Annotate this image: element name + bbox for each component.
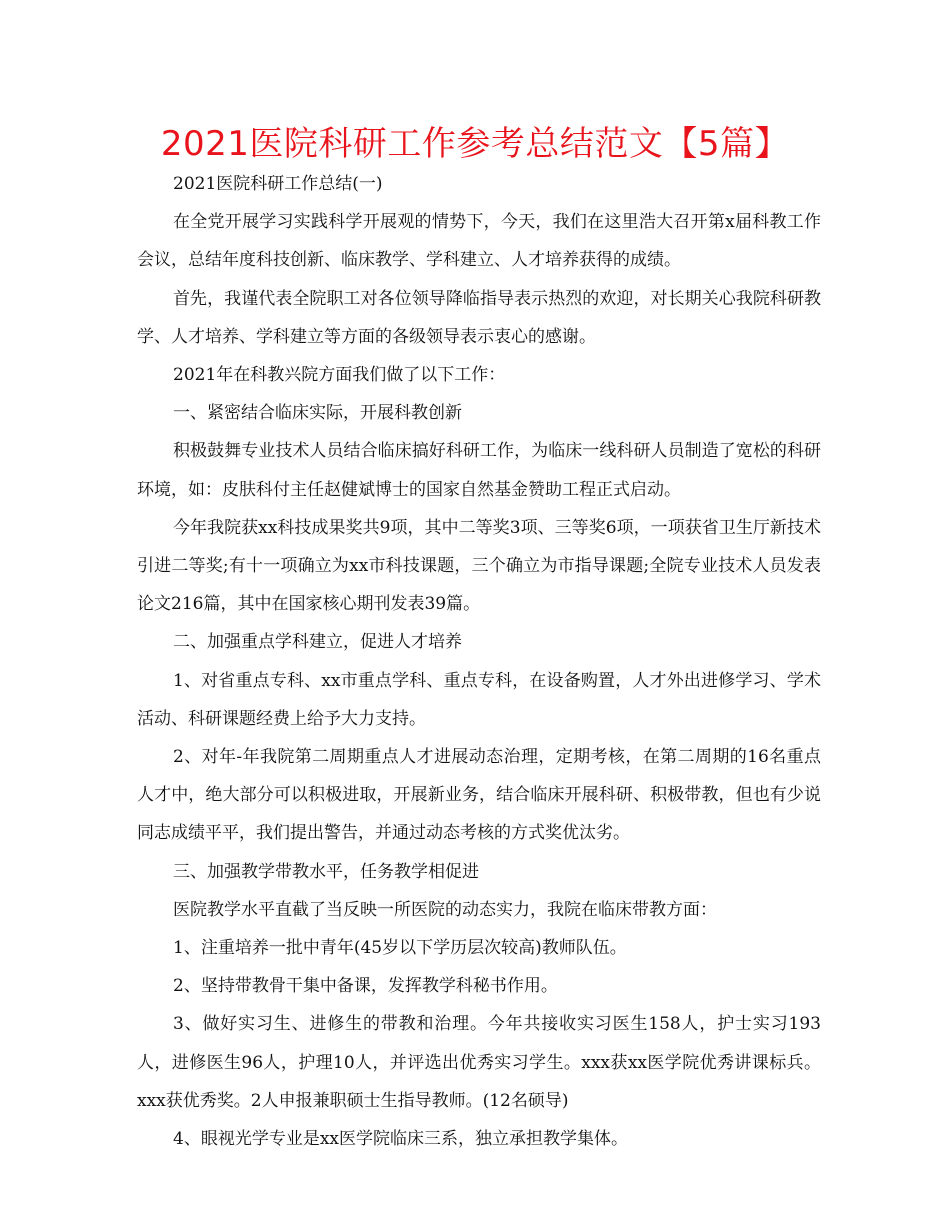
paragraph: 1、注重培养一批中青年(45岁以下学历层次较高)教师队伍。 (173, 938, 627, 959)
paragraph: 医院教学水平直截了当反映一所医院的动态实力，我院在临床带教方面： (173, 899, 717, 920)
paragraph: 2、坚持带教骨干集中备课，发挥教学科秘书作用。 (173, 976, 558, 997)
paragraph: 3、做好实习生、进修生的带教和治理。今年共接收实习医生158人，护士实习193人，进修医生96人，护理10人，并评选出优秀实习学生。xxx获xx医学院优秀讲课标兵。xxx获优秀奖。2人申报兼职硕士生指导教师。(12名硕导) (137, 1014, 821, 1111)
paragraph: 4、眼视光学专业是xx医学院临床三系，独立承担教学集体。 (173, 1129, 628, 1150)
paragraph: 积极鼓舞专业技术人员结合临床搞好科研工作，为临床一线科研人员制造了宽松的科研环境，如：皮肤科付主任赵健斌博士的国家自然基金赞助工程正式启动。 (137, 441, 821, 500)
paragraph: 2021年在科教兴院方面我们做了以下工作： (173, 365, 506, 386)
document-body (137, 165, 821, 1158)
paragraph: 首先，我谨代表全院职工对各位领导降临指导表示热烈的欢迎，对长期关心我院科研教学、人才培养、学科建立等方面的各级领导表示衷心的感谢。 (137, 288, 821, 347)
paragraph: 2、对年-年我院第二周期重点人才进展动态治理，定期考核，在第二周期的16名重点人才中，绝大部分可以积极进取，开展新业务，结合临床开展科研、积极带教，但也有少说同志成绩平平，我们提出警告，并通过动态考核的方式奖优汰劣。 (137, 747, 821, 844)
subsection-heading: 二、加强重点学科建立，促进人才培养 (173, 632, 462, 653)
paragraph: 今年我院获xx科技成果奖共9项，其中二等奖3项、三等奖6项，一项获省卫生厅新技术引进二等奖;有十一项确立为xx市科技课题，三个确立为市指导课题;全院专业技术人员发表论文216篇，其中在国家核心期刊发表39篇。 (137, 517, 821, 615)
subsection-heading: 三、加强教学带教水平，任务教学相促进 (173, 861, 479, 882)
subsection-heading: 一、紧密结合临床实际，开展科教创新 (173, 403, 462, 424)
document-title: 2021医院科研工作参考总结范文【5篇】 (160, 124, 790, 164)
paragraph: 1、对省重点专科、xx市重点学科、重点专科，在设备购置，人才外出进修学习、学术活动、科研课题经费上给予大力支持。 (137, 670, 821, 729)
paragraph: 在全党开展学习实践科学开展观的情势下，今天，我们在这里浩大召开第x届科教工作会议，总结年度科技创新、临床教学、学科建立、人才培养获得的成绩。 (137, 212, 821, 271)
section-heading: 2021医院科研工作总结(一) (173, 174, 383, 194)
